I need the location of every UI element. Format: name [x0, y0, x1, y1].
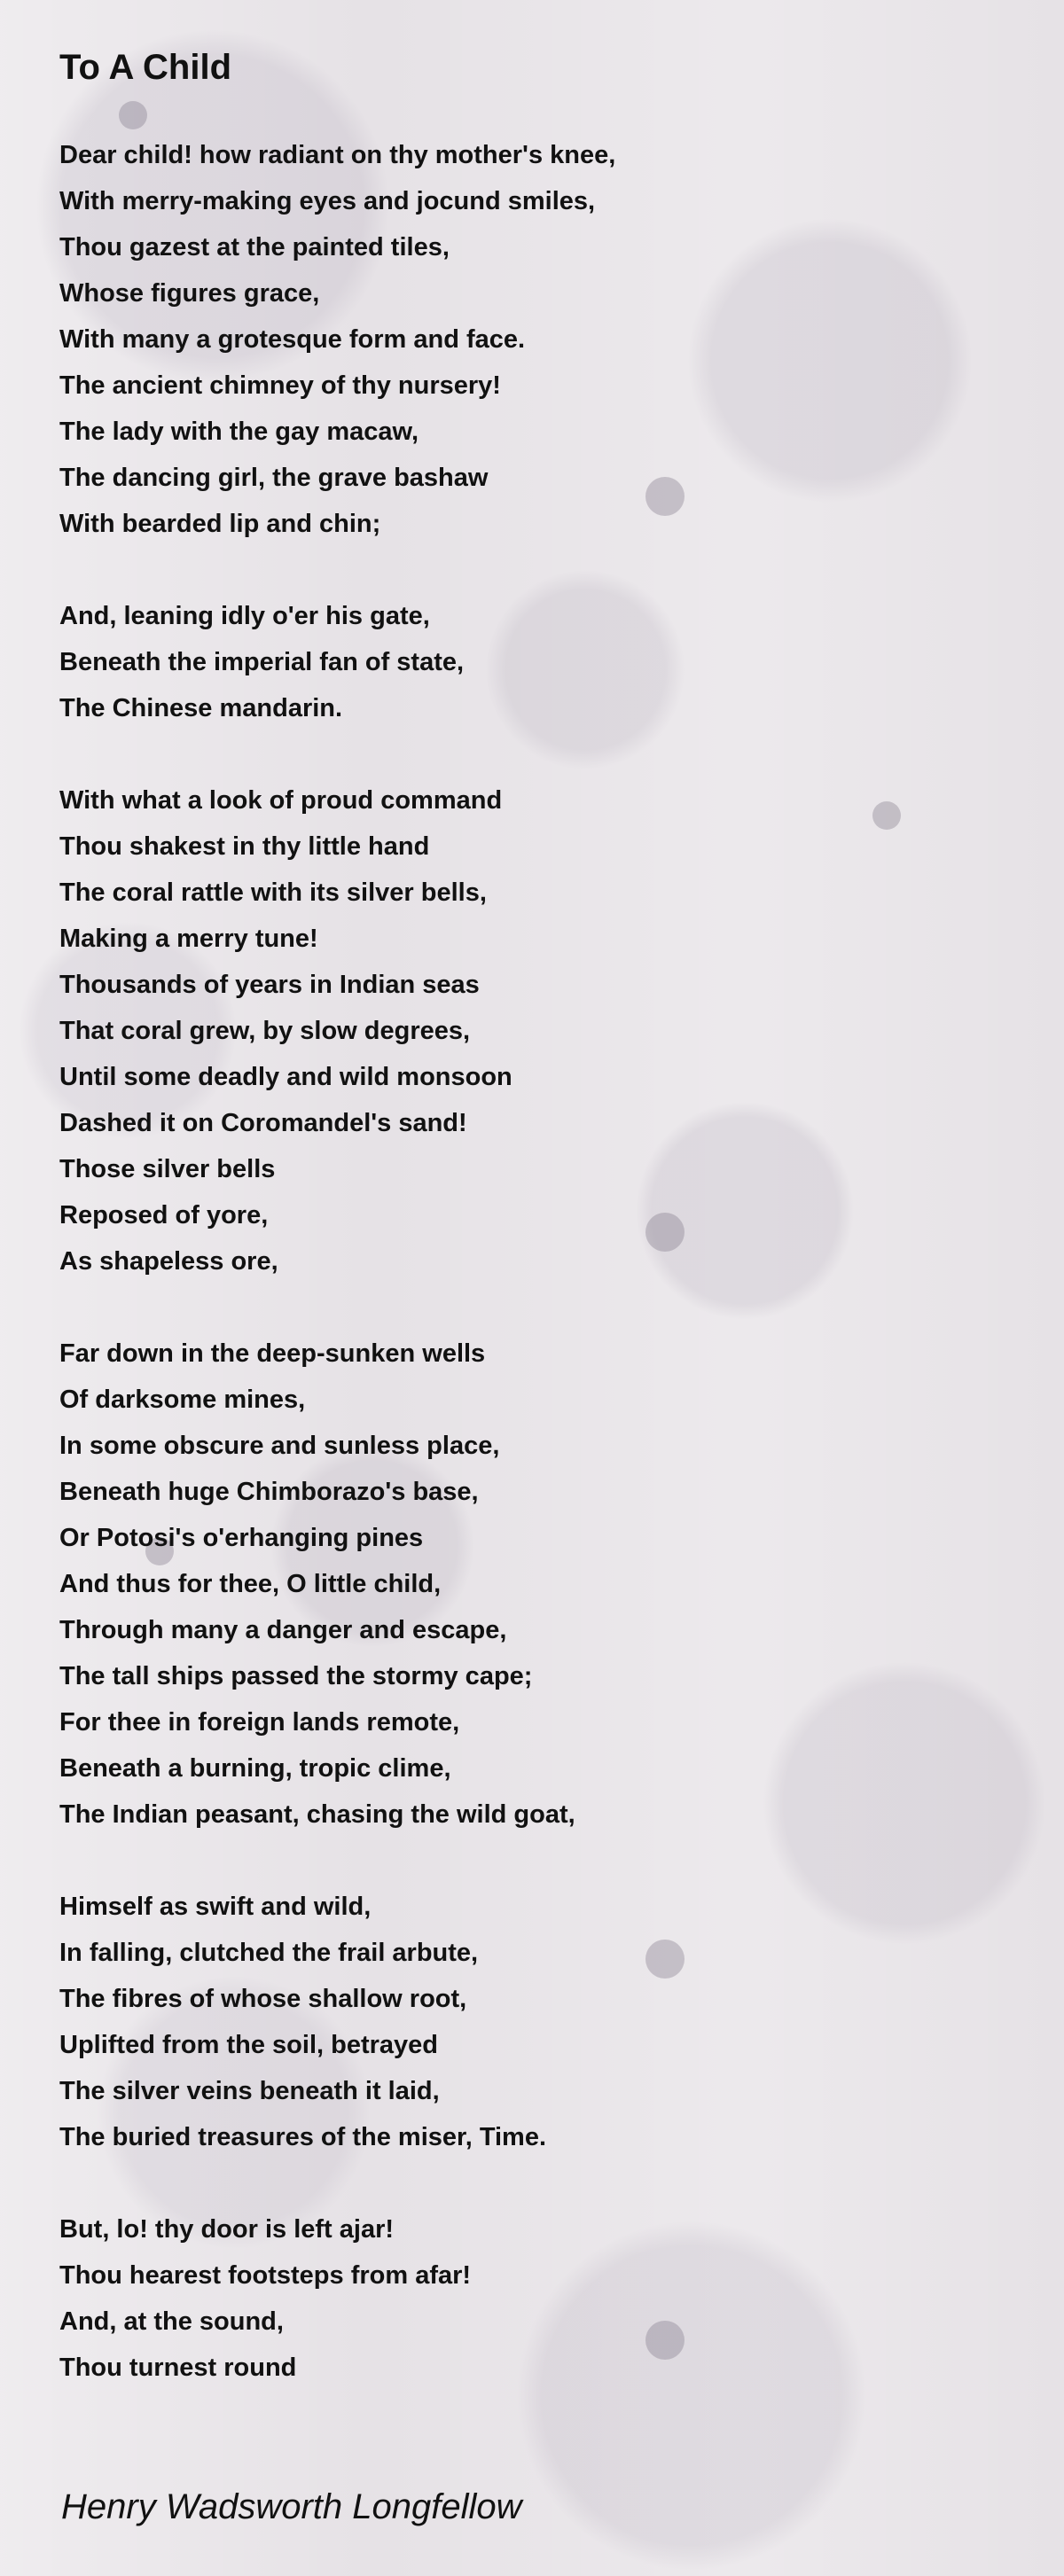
poem-line: Or Potosi's o'erhanging pines — [59, 1524, 424, 1552]
poem-content — [59, 43, 1017, 2437]
poem-line: The lady with the gay macaw, — [59, 418, 419, 446]
poem-line: Until some deadly and wild monsoon — [59, 1063, 512, 1091]
poem-line: The tall ships passed the stormy cape; — [59, 1662, 533, 1690]
poem-author: Henry Wadsworth Longfellow — [61, 2487, 522, 2526]
poem-line: Thou shakest in thy little hand — [59, 832, 430, 861]
poem-line: With many a grotesque form and face. — [59, 325, 526, 354]
poem-line: Thousands of years in Indian seas — [59, 971, 480, 999]
poem-title: To A Child — [59, 48, 232, 87]
poem-line: Thou gazest at the painted tiles, — [59, 233, 450, 262]
poem-body — [59, 132, 1017, 2391]
poem-line: And, leaning idly o'er his gate, — [59, 602, 430, 630]
poem-stanza — [59, 1331, 1017, 1838]
poem-line: Beneath a burning, tropic clime, — [59, 1754, 451, 1783]
poem-line: Making a merry tune! — [59, 925, 318, 953]
poem-stanza — [59, 777, 1017, 1284]
poem-line: Uplifted from the soil, betrayed — [59, 2031, 438, 2059]
poem-line: Dear child! how radiant on thy mother's knee, — [59, 141, 616, 169]
poem-line: With bearded lip and chin; — [59, 510, 381, 538]
poem-line: Reposed of yore, — [59, 1201, 269, 1229]
poem-line: In falling, clutched the frail arbute, — [59, 1939, 479, 1967]
poem-line: Of darksome mines, — [59, 1386, 306, 1414]
poem-stanza — [59, 593, 1017, 731]
poem-stanza — [59, 1884, 1017, 2160]
poem-line: With merry-making eyes and jocund smiles, — [59, 187, 596, 215]
poem-line: Thou hearest footsteps from afar! — [59, 2261, 472, 2290]
poem-line: As shapeless ore, — [59, 1247, 278, 1276]
poem-line: Through many a danger and escape, — [59, 1616, 507, 1644]
poem-line: The ancient chimney of thy nursery! — [59, 371, 501, 400]
poem-line: For thee in foreign lands remote, — [59, 1708, 460, 1737]
poem-line: Beneath huge Chimborazo's base, — [59, 1478, 479, 1506]
poem-line: The silver veins beneath it laid, — [59, 2077, 440, 2105]
poem-line: And thus for thee, O little child, — [59, 1570, 442, 1598]
poem-line: Dashed it on Coromandel's sand! — [59, 1109, 467, 1137]
poem-line: Those silver bells — [59, 1155, 276, 1183]
poem-line: And, at the sound, — [59, 2307, 284, 2336]
poem-line: The Indian peasant, chasing the wild goat, — [59, 1800, 575, 1829]
poem-line: Himself as swift and wild, — [59, 1893, 372, 1921]
poem-line: Far down in the deep-sunken wells — [59, 1339, 486, 1368]
poem-line: The dancing girl, the grave bashaw — [59, 464, 489, 492]
poem-line: That coral grew, by slow degrees, — [59, 1017, 471, 1045]
poem-line: But, lo! thy door is left ajar! — [59, 2215, 395, 2244]
poem-line: Thou turnest round — [59, 2354, 297, 2382]
poem-line: In some obscure and sunless place, — [59, 1432, 500, 1460]
poem-line: Beneath the imperial fan of state, — [59, 648, 465, 676]
poem-line: The coral rattle with its silver bells, — [59, 878, 487, 907]
poem-line: With what a look of proud command — [59, 786, 503, 815]
poem-line: The buried treasures of the miser, Time. — [59, 2123, 547, 2151]
poem-line: The Chinese mandarin. — [59, 694, 343, 722]
poem-stanza — [59, 132, 1017, 547]
poem-line: The fibres of whose shallow root, — [59, 1985, 467, 2013]
poem-line: Whose figures grace, — [59, 279, 320, 308]
poem-stanza — [59, 2206, 1017, 2391]
